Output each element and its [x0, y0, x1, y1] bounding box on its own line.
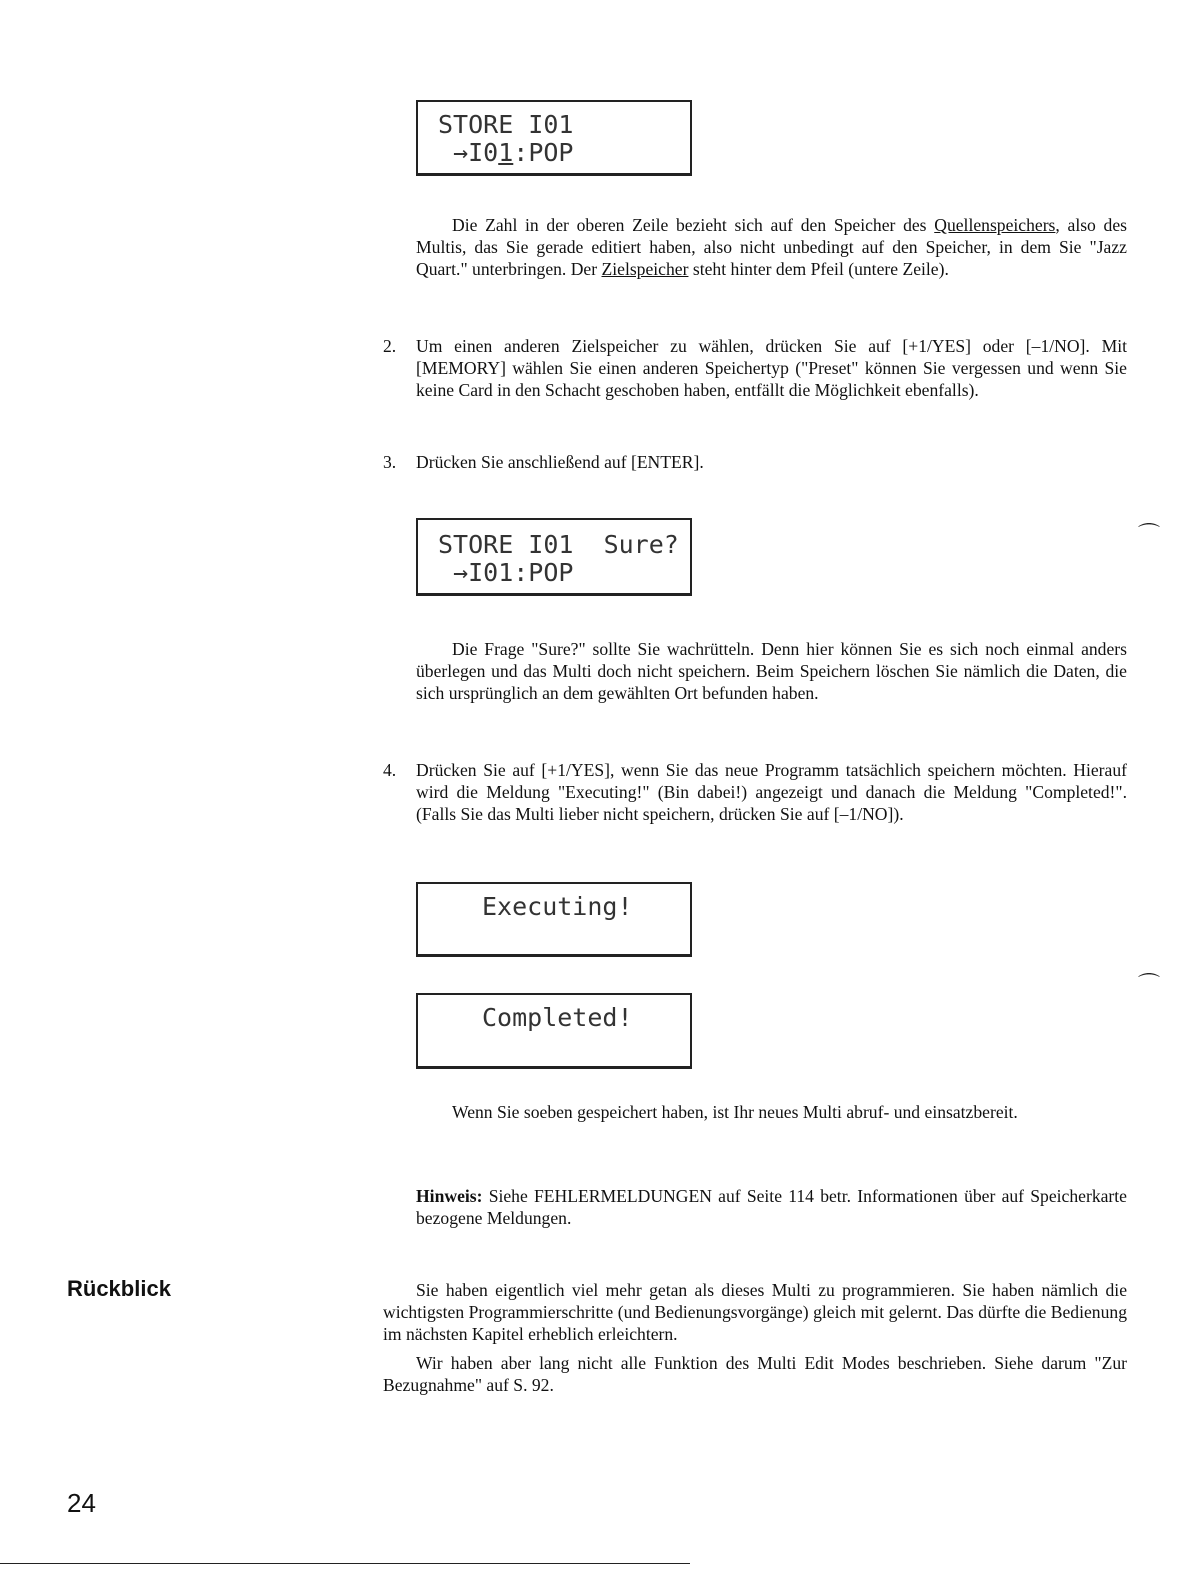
step-number-2: 2. — [383, 336, 397, 356]
lcd-display-sure — [416, 518, 692, 596]
step-text-4: Drücken Sie auf [+1/YES], wenn Sie das neue Programm tatsächlich speichern möchten. Hierauf wird die Meldung "Executing!" (Bin dabei!) angezeigt und danach die Meldung "Completed!". (Falls Sie das Multi lieber nicht speichern, drücken Sie auf [–1/NO]). — [416, 760, 1127, 825]
term-quellenspeicher: Quellenspeichers — [934, 215, 1056, 235]
lcd-display-store — [416, 100, 692, 176]
footer-rule — [0, 1563, 690, 1564]
step-text-2: Um einen anderen Zielspeicher zu wählen, drücken Sie auf [+1/YES] oder [–1/NO]. Mit [MEMORY] wählen Sie einen anderen Speichertyp ("Preset" können Sie vergessen und wenn Sie keine Card in den Schacht geschoben haben, entfällt die Möglichkeit ebenfalls). — [416, 336, 1127, 401]
hint-text: Siehe FEHLERMELDUNGEN auf Seite 114 betr. Informationen über auf Speicherkarte bezogene Meldungen. — [416, 1186, 1127, 1229]
paragraph-source-target — [416, 214, 1127, 281]
text: , also des Multis, das Sie gerade editiert haben, also nicht unbedingt auf den Speicher, in dem Sie "Jazz Quart." unterbringen. Der — [416, 215, 1128, 280]
text: Die Zahl in der oberen Zeile bezieht sich auf den Speicher des — [452, 215, 935, 235]
lcd-line-1: STORE I01 — [438, 110, 574, 139]
page-number: 24 — [67, 1488, 96, 1518]
text: steht hinter dem Pfeil (untere Zeile). — [688, 259, 949, 280]
lcd-line-2 — [438, 138, 574, 167]
step-number-4: 4. — [383, 760, 397, 780]
step-number-3: 3. — [383, 452, 397, 472]
hint-label: Hinweis: — [416, 1186, 483, 1206]
term-zielspeicher: Zielspeicher — [601, 259, 689, 280]
review-paragraph-1: Sie haben eigentlich viel mehr getan als dieses Multi zu programmieren. Sie haben nämlich die wichtigsten Programmierschritte (und Bedienungsvorgänge) gleich mit gelernt. Das dürfte die Bedienung im nächsten Kapitel erheblich erleichtern. — [383, 1280, 1127, 1345]
lcd-text: :POP — [513, 138, 574, 167]
paragraph-ready: Wenn Sie soeben gespeichert haben, ist Ihr neues Multi abruf- und einsatzbereit. — [452, 1102, 1018, 1122]
lcd-line-2: →I01:POP — [438, 558, 574, 587]
review-paragraph-2: Wir haben aber lang nicht alle Funktion des Multi Edit Modes beschrieben. Siehe darum "Zur Bezugnahme" auf S. 92. — [383, 1353, 1127, 1396]
lcd-line-1: STORE I01 Sure? — [438, 530, 679, 559]
hint-note — [416, 1185, 1127, 1229]
lcd-line-1: Executing! — [482, 892, 633, 921]
step-text-3: Drücken Sie anschließend auf [ENTER]. — [416, 452, 704, 472]
lcd-display-completed — [416, 993, 692, 1069]
lcd-display-executing — [416, 882, 692, 957]
lcd-cursor: 1 — [498, 138, 514, 167]
lcd-text: →I0 — [438, 138, 499, 167]
margin-mark: ⌒ — [1138, 972, 1161, 997]
paragraph-sure: Die Frage "Sure?" sollte Sie wachrütteln. Denn hier können Sie es sich noch einmal anders überlegen und das Multi doch nicht speichern. Beim Speichern löschen Sie nämlich die Daten, die sich ursprünglich an dem gewählten Ort befunden haben. — [416, 639, 1127, 704]
lcd-line-1: Completed! — [482, 1003, 633, 1032]
margin-mark: ⌒ — [1138, 522, 1161, 547]
section-heading-review: Rückblick — [67, 1276, 171, 1301]
